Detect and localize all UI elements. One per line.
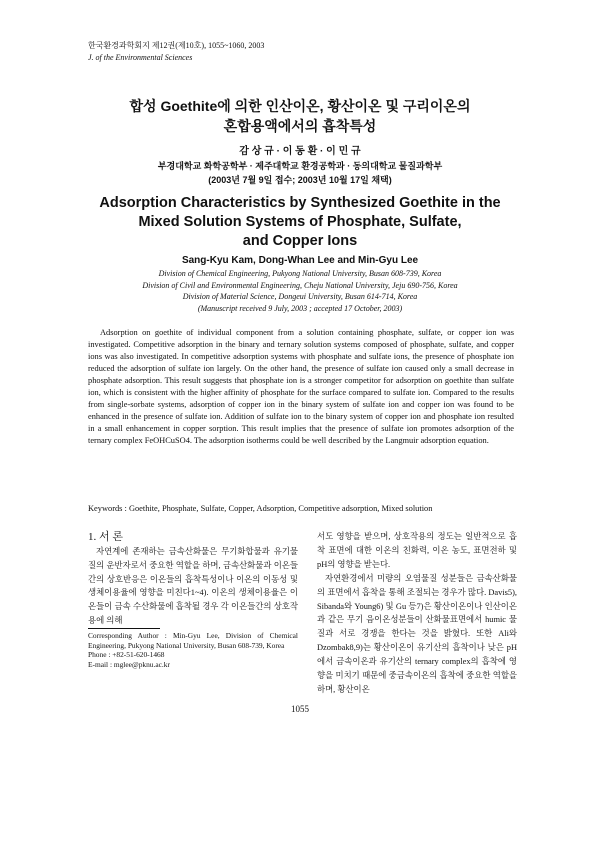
- footnote-phone: Phone : +82-51-620-1468: [88, 650, 165, 660]
- footnote-corresponding: Corresponding Author : Min-Gyu Lee, Division of Chemical Engineering, Pukyong National University, Busan 608-739, Korea: [88, 631, 298, 650]
- footnote: [88, 631, 298, 669]
- english-title-line2: Mixed Solution Systems of Phosphate, Sulfate,: [138, 214, 462, 230]
- english-title: [0, 194, 600, 251]
- abstract: Adsorption on goethite of individual component from a solution containing phosphate, sulfate, or copper ion was investigated. Competitive adsorption in the binary and ternary solution systems composed of phosphate, sulfate, and copper ions was also investigated. In competitive adsorption systems with phosphate and sulfate ions, the presence of phosphate ion reduced the adsorption of sulfate ion largely. On the other hand, the presence of sulfate ion caused only a small decrease in phosphate adsorption. This result suggests that phosphate ion is a stronger competitor for adsorption on goethite than sulfate ion, which is consistent with the higher affinity of phosphate for the surface compared to sulfate ion. Compared to the results from single-sorbate systems, adsorption of copper ion in the binary system of sulfate ion and copper ion was found to be enhanced in the presence of sulfate ion. Addition of sulfate ion to the binary system of copper ion and phosphate ion resulted in a small enhancement in copper sorption. This result implies that the presence of sulfate ion promotes adsorption of the ternary complex FeOHCuSO4. The adsorption isotherms could be well described by the Langmuir adsorption equation.: [88, 328, 514, 446]
- korean-authors: [0, 145, 600, 187]
- keywords: Keywords : Goethite, Phosphate, Sulfate, Copper, Adsorption, Competitive adsorption, Mixed solution: [88, 504, 433, 513]
- korean-dates: (2003년 7월 9일 접수; 2003년 10월 17일 채택): [208, 175, 392, 185]
- intro-right-para1: 서도 영향을 받으며, 상호작용의 정도는 일반적으로 흡착 표면에 대한 이온의 친화력, 이온 농도, 표면전하 및 pH의 영향을 받는다.: [317, 532, 517, 569]
- affiliation-1: Division of Chemical Engineering, Pukyong National University, Busan 608-739, Korea: [158, 269, 442, 278]
- intro-right-column: [317, 530, 517, 697]
- manuscript-dates: (Manuscript received 9 July, 2003 ; accepted 17 October, 2003): [197, 303, 403, 313]
- korean-title-line1: 합성 Goethite에 의한 인산이온, 황산이온 및 구리이온의: [129, 98, 471, 114]
- intro-right-para2: 자연환경에서 미량의 오염물질 성분들은 금속산화물의 표면에서 흡착을 통해 조절되는 경우가 많다. Davis5), Sibanda와 Young6) 및 Gu 등7)은 황산이온이나 인산이온과 같은 무기 음이온성분들이 산화물표면에서 humic 물질과 서로 경쟁을 한다는 것을 밝혔다. 또한 Ali와 Dzombak8,9)는 황산이온이 유기산의 흡착이나 낮은 pH에서 금속이온과 유기산의 ternary complex의 흡착에 영향을 미치기 때문에 중금속이온의 흡착에 중요한 역할을 하며, 황산이온: [317, 573, 517, 694]
- section-heading: 1. 서 론: [88, 531, 124, 543]
- intro-left-column: 자연계에 존재하는 금속산화물은 무기화합물과 유기물질의 운반자로서 중요한 역할을 하며, 금속산화물과 이온들간의 상호반응은 이온들의 흡착특성이나 이온의 이동성 및 생체이용율에 영향을 미친다1~4). 이온의 생체이용율은 이온들이 금속 수산화물에 흡착될 경우 각 이온들간의 상호작용에 의해: [88, 547, 298, 625]
- korean-author-names: 감 상 규 · 이 동 환 · 이 민 규: [239, 146, 361, 157]
- english-title-line3: and Copper Ions: [242, 233, 358, 249]
- english-author-names: Sang-Kyu Kam, Dong-Whan Lee and Min-Gyu Lee: [181, 255, 419, 266]
- journal-english: J. of the Environmental Sciences: [88, 53, 193, 62]
- korean-title-line2: 혼합용액에서의 흡착특성: [223, 118, 377, 134]
- english-authors: [0, 254, 600, 314]
- footnote-rule: [88, 628, 160, 629]
- korean-affiliations: 부경대학교 화학공학부 · 제주대학교 환경공학과 · 동의대학교 물질과학부: [157, 161, 443, 171]
- english-title-line1: Adsorption Characteristics by Synthesized Goethite in the: [99, 195, 501, 211]
- journal-korean: 한국환경과학회지 제12권(제10호), 1055~1060, 2003: [88, 41, 265, 50]
- affiliation-2: Division of Civil and Environmental Engineering, Cheju National University, Jeju 690-756, Korea: [142, 280, 458, 290]
- affiliation-3: Division of Material Science, Dongeui University, Busan 614-714, Korea: [182, 292, 418, 301]
- page-number: 1055: [291, 704, 309, 714]
- footnote-email: E-mail : mglee@pknu.ac.kr: [88, 659, 170, 669]
- korean-title: [0, 96, 600, 136]
